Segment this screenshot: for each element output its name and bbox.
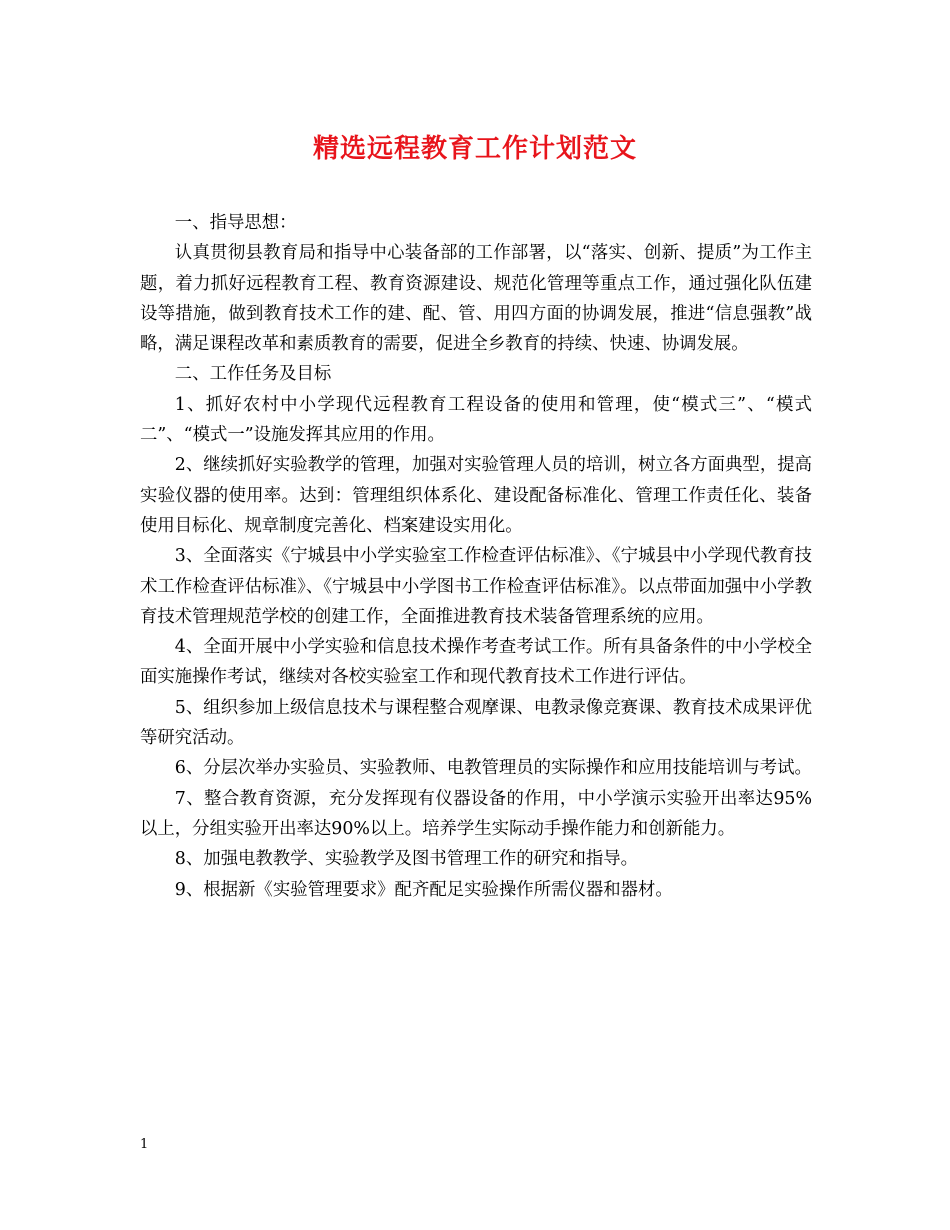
list-item: 9、根据新《实验管理要求》配齐配足实验操作所需仪器和器材。: [174, 879, 673, 900]
list-item: 4、全面开展中小学实验和信息技术操作考查考试工作。所有具备条件的中小学校全面实施操作考试，继续对各校实验室工作和现代教育技术工作进行评估。: [140, 637, 812, 688]
list-item: 3、全面落实《宁城县中小学实验室工作检查评估标准》、《宁城县中小学现代教育技术工作检查评估标准》、《宁城县中小学图书工作检查评估标准》。以点带面加强中小学教育技术管理规范学校的创建工作，全面推进教育技术装备管理系统的应用。: [140, 546, 812, 627]
section-heading: 二、工作任务及目标: [174, 364, 332, 385]
list-item: 1、抓好农村中小学现代远程教育工程设备的使用和管理，使“模式三”、“模式二”、“模式一”设施发挥其应用的作用。: [140, 394, 812, 446]
list-item: 5、组织参加上级信息技术与课程整合观摩课、电教录像竞赛课、教育技术成果评优等研究活动。: [140, 697, 812, 749]
list-item: 7、整合教育资源，充分发挥现有仪器设备的作用，中小学演示实验开出率达95%以上，分组实验开出率达90%以上。培养学生实际动手操作能力和创新能力。: [140, 788, 812, 839]
document-title: 精选远程教育工作计划范文: [312, 134, 637, 164]
list-item: 8、加强电教教学、实验教学及图书管理工作的研究和指导。: [174, 849, 639, 870]
page-number: 1: [140, 1137, 149, 1152]
document-body: [140, 208, 812, 905]
list-item: 6、分层次举办实验员、实验教师、电教管理员的实际操作和应用技能培训与考试。: [174, 758, 812, 779]
section-heading: 一、指导思想：: [174, 213, 297, 233]
paragraph: 认真贯彻县教育局和指导中心装备部的工作部署，以“落实、创新、提质”为工作主题，着力抓好远程教育工程、教育资源建设、规范化管理等重点工作，通过强化队伍建设等措施，做到教育技术工作的建、配、管、用四方面的协调发展，推进“信息强教”战略，满足课程改革和素质教育的需要，促进全乡教育的持续、快速、协调发展。: [140, 243, 812, 355]
list-item: 2、继续抓好实验教学的管理，加强对实验管理人员的培训，树立各方面典型，提高实验仪器的使用率。达到：管理组织体系化、建设配备标准化、管理工作责任化、装备使用目标化、规章制度完善化、档案建设实用化。: [140, 455, 812, 536]
